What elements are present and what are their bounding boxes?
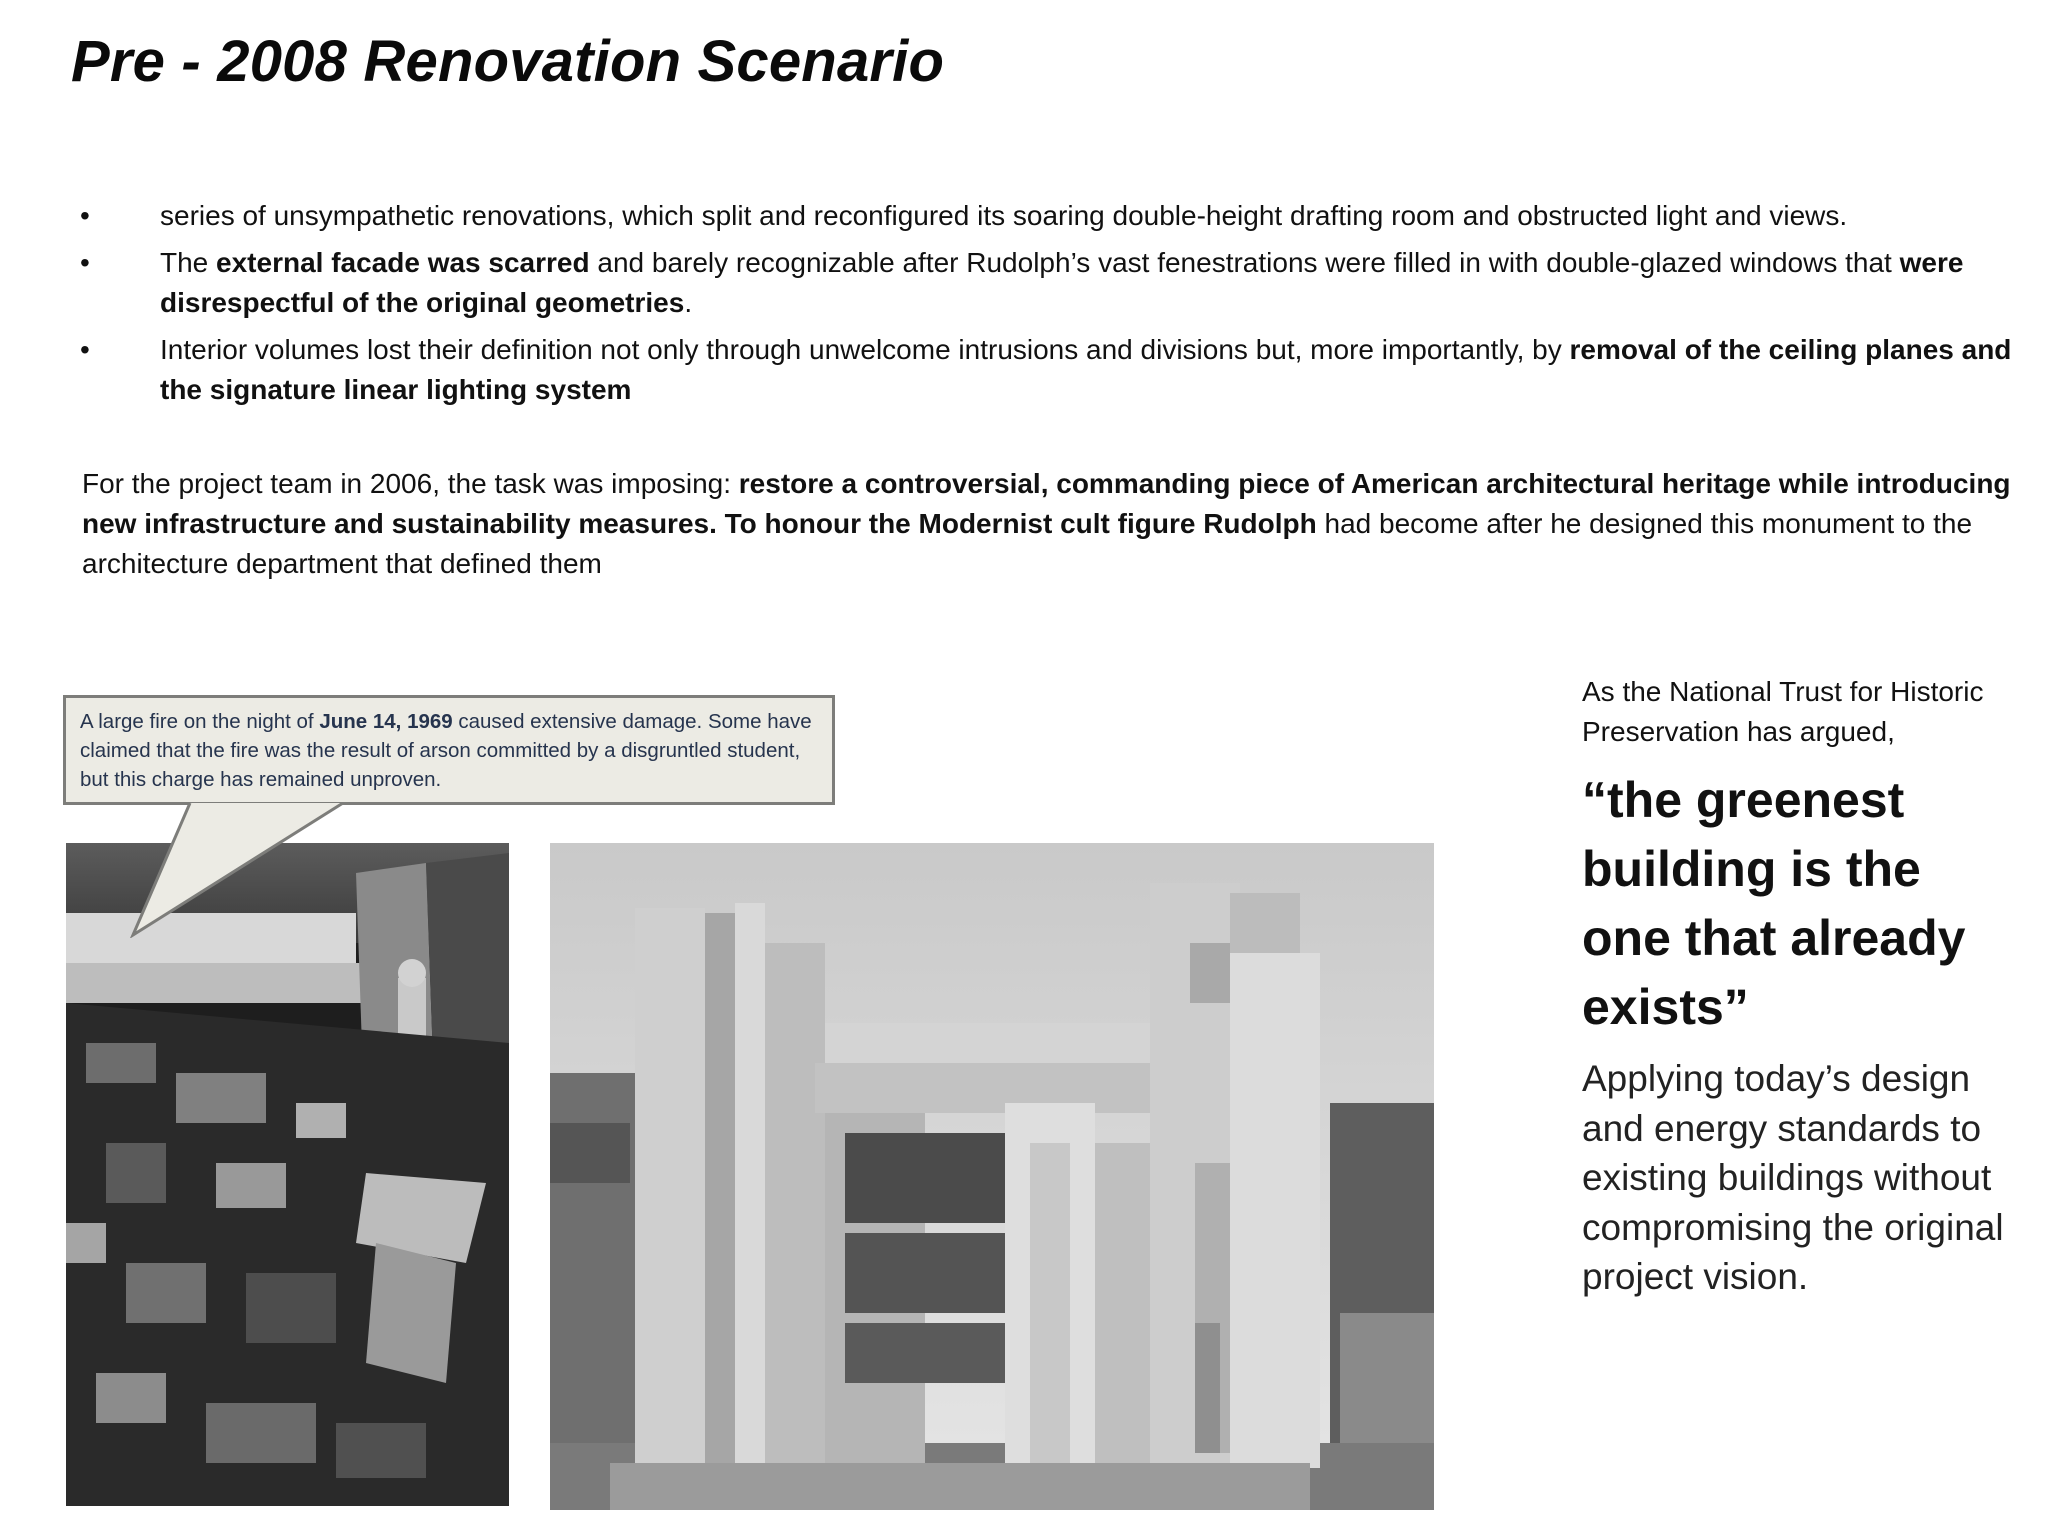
project-team-paragraph: [82, 464, 2012, 584]
right-column: [1582, 672, 2022, 1302]
text-run: .: [684, 287, 693, 318]
bullet-text: [160, 334, 2011, 405]
bullet-text: [160, 200, 1847, 231]
text-run: had become after he designed this monument to the architecture department that defined them: [82, 508, 1973, 579]
callout-pointer: [128, 803, 418, 938]
bold-text-run: external facade was scarred: [216, 247, 590, 278]
applying-standards-text: Applying today’s design and energy standards to existing buildings without compromising the original project vision.: [1582, 1058, 2004, 1297]
text-run: series of unsympathetic renovations, which split and reconfigured its soaring double-height drafting room and obstructed light and views.: [160, 200, 1848, 231]
art-architecture-building-photo: [550, 843, 1434, 1510]
bullet-text: [160, 247, 1963, 318]
bold-text-run: were disrespectful of the original geometries: [160, 247, 1964, 318]
text-run: Interior volumes lost their definition not only through unwelcome intrusions and divisions but, more importantly, by: [160, 334, 1570, 365]
bullet-item: [80, 243, 2020, 323]
bullet-marker: •: [80, 200, 90, 231]
bullet-item: [80, 196, 2020, 236]
callout-text-before: A large fire on the night of: [80, 710, 320, 733]
greenest-building-quote: “the greenest building is the one that already exists”: [1582, 772, 1966, 1035]
fire-callout-box: [63, 695, 835, 805]
bold-text-run: removal of the ceiling planes and the signature linear lighting system: [160, 334, 2012, 405]
text-run: The: [160, 247, 217, 278]
text-run: For the project team in 2006, the task was imposing:: [82, 468, 739, 499]
page-title: Pre - 2008 Renovation Scenario: [71, 29, 945, 94]
bullet-item: [80, 330, 2020, 410]
bold-text-run: restore a controversial, commanding piece of American architectural heritage while introducing new infrastructure and sustainability measures. To honour the Modernist cult figure Rudolph: [82, 468, 2011, 539]
text-run: and barely recognizable after Rudolph’s vast fenestrations were filled in with double-glazed windows that: [589, 247, 1900, 278]
bullet-marker: •: [80, 334, 90, 365]
callout-date: June 14, 1969: [319, 710, 453, 733]
bullet-marker: •: [80, 247, 90, 278]
national-trust-text: As the National Trust for Historic Preservation has argued,: [1582, 676, 1984, 747]
callout-text-after: caused extensive damage. Some have claimed that the fire was the result of arson committed by a disgruntled student, but this charge has remained unproven.: [80, 710, 812, 791]
fire-damage-photo: [66, 843, 509, 1506]
renovation-bullet-list: [80, 196, 2020, 417]
